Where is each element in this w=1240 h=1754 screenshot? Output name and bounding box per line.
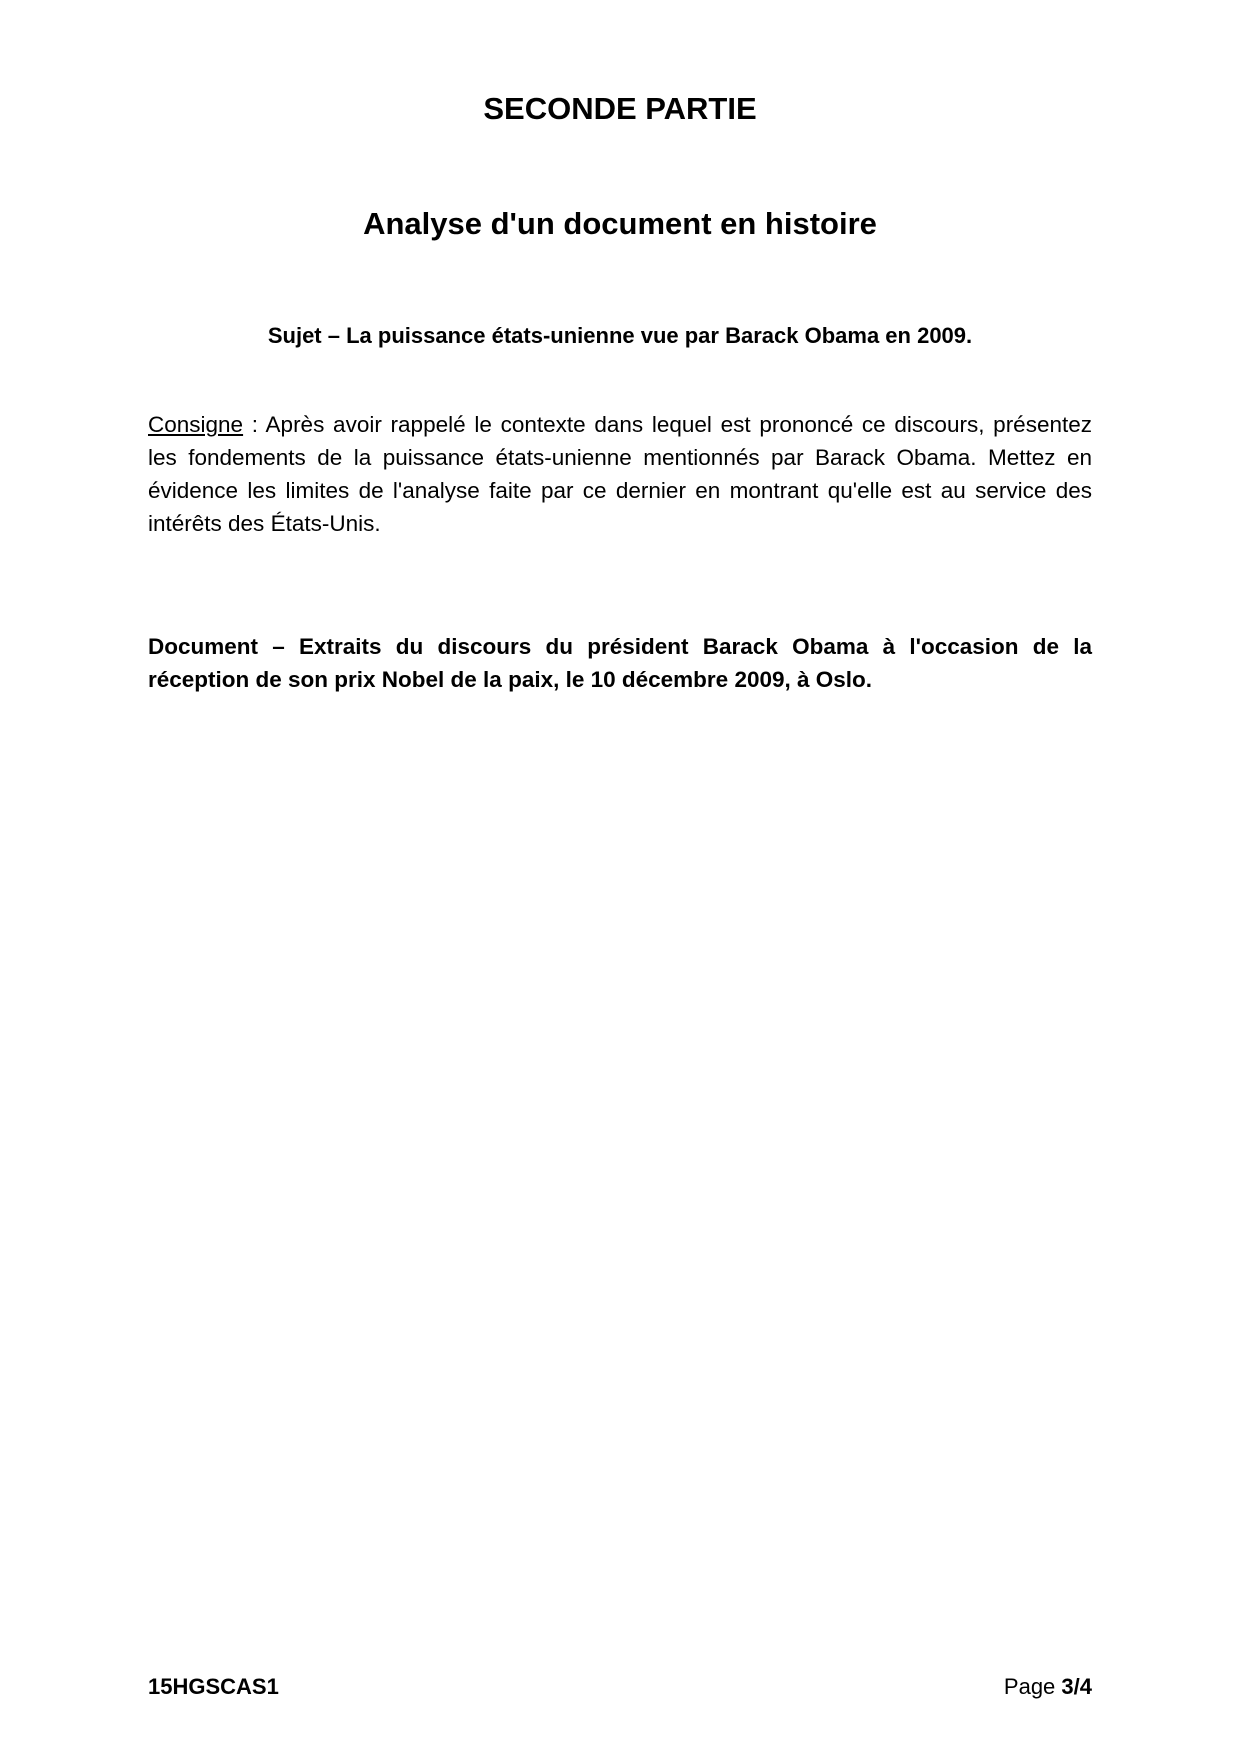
- instruction-label: Consigne: [148, 412, 244, 437]
- document-heading: Document – Extraits du discours du président Barack Obama à l'occasion de la réception de son prix Nobel de la paix, le 10 décembre 2009, à Oslo.: [148, 634, 1092, 692]
- page-label: Page: [1003, 1674, 1062, 1699]
- section-title: SECONDE PARTIE: [483, 91, 757, 126]
- page-indicator: [1004, 1672, 1092, 1702]
- subject-line: Sujet – La puissance états-unienne vue par Barack Obama en 2009.: [267, 323, 973, 348]
- page-number: 3/4: [1061, 1674, 1092, 1699]
- exam-code: 15HGSCAS1: [148, 1674, 279, 1699]
- instruction-paragraph: [148, 408, 1092, 540]
- instruction-text: Après avoir rappelé le contexte dans lequel est prononcé ce discours, présentez les fondements de la puissance états-unienne mentionnés par Barack Obama. Mettez en évidence les limites de l'analyse faite par ce dernier en montrant qu'elle est au service des intérêts des États-Unis.: [148, 412, 1092, 536]
- document-analysis-title: Analyse d'un document en histoire: [363, 206, 877, 241]
- instruction-separator: :: [243, 412, 266, 437]
- page-footer: [148, 1672, 1092, 1702]
